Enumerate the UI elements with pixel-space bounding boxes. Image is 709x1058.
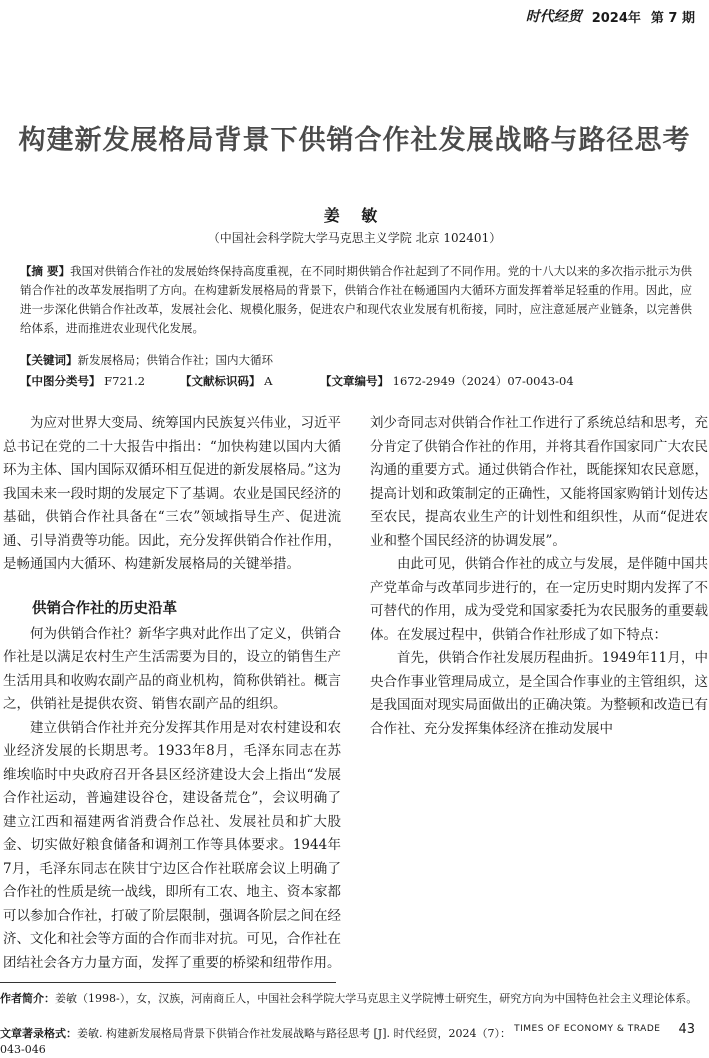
keywords-label: 【关键词】 bbox=[20, 353, 78, 367]
paragraph-definition: 何为供销合作社？新华字典对此作出了定义，供销合作社是以满足农村生产生活需要为目的，设立的销售生产生活用具和收购农副产品的商业机构，简称供销社。概言之，供销社是提供农资、销售农副产品的组织。 bbox=[3, 625, 341, 712]
abstract-label: 【摘 要】 bbox=[20, 264, 71, 278]
paragraph-summary: 由此可见，供销合作社的成立与发展，是伴随中国共产党革命与改革同步进行的，在一定历史时期内发挥了不可替代的作用，成为受党和国家委托为农民服务的重要载体。在发展过程中，供销合作社形成了如下特点： bbox=[370, 556, 708, 643]
section-heading: 供销合作社的历史沿革 bbox=[32, 600, 177, 617]
author-bio bbox=[0, 991, 700, 1007]
doc-code-label: 【文献标识码】 bbox=[180, 374, 261, 388]
article-number-value: 1672-2949（2024）07-0043-04 bbox=[392, 374, 574, 388]
body-column-left bbox=[3, 412, 341, 975]
paragraph-first-point: 首先，供销合作社发展历程曲折。1949年11月，中央合作事业管理局成立，是全国合作事业的主管组织，这是我国面对现实局面做出的正确决策。为整顿和改造已有合作社、充分发挥集体经济在推动发展中 bbox=[370, 650, 708, 737]
footnote-divider bbox=[0, 982, 336, 983]
author-bio-text: 姜敏（1998-），女，汉族，河南商丘人，中国社会科学院大学马克思主义学院博士研究生，研究方向为中国特色社会主义理论体系。 bbox=[55, 992, 698, 1005]
clc-value: F721.2 bbox=[104, 374, 146, 388]
journal-header bbox=[526, 5, 695, 27]
author-affiliation: （中国社会科学院大学马克思主义学院 北京 102401） bbox=[207, 231, 502, 245]
page-footer bbox=[514, 1020, 695, 1038]
article-author: 姜 敏 bbox=[323, 206, 386, 225]
abstract bbox=[20, 262, 692, 338]
citation-format bbox=[0, 1026, 520, 1058]
author-bio-label: 作者简介： bbox=[0, 992, 55, 1005]
paragraph-history-text: 建立供销合作社并充分发挥其作用是对农村建设和农业经济发展的长期思考。1933年8月，毛泽东同志在苏维埃临时中央政府召开各县区经济建设大会上指出“发展合作社运动，普遍建设谷仓，建设备荒仓”，会议明确了建立江西和福建两省消费合作总社、发展社员和扩大股金、切实做好粮食储备和调剂工作等具体要求。1944年7月，毛泽东同志在陕甘宁边区合作社联席会议上明确了合作社的性质是统一战线，即所有工农、地主、资本家都可以参加合作社，打破了阶层限制，强调各阶层之间在经济、文化和社会等方面的合作而非对抗。可见，合作社在团结社会各方力量方面，发挥了重要的桥梁和纽带作用。 bbox=[3, 719, 341, 971]
keywords-text: 新发展格局；供销合作社；国内大循环 bbox=[77, 353, 273, 367]
keywords bbox=[20, 352, 273, 368]
journal-name: 时代经贸 bbox=[525, 9, 582, 25]
journal-issue: 第 7 期 bbox=[650, 10, 695, 26]
journal-year: 2024年 bbox=[591, 10, 641, 26]
intro-paragraph: 为应对世界大变局、统筹国内民族复兴伟业，习近平总书记在党的二十大报告中指出：“加快构建以国内大循环为主体、国内国际双循环相互促进的新发展格局。”这为我国未来一段时期的发展定下了基调。农业是国民经济的基础，供销合作社具备在“三农”领域指导生产、促进流通、引导消费等功能。因此，充分发挥供销合作社作用，是畅通国内大循环、构建新发展格局的关键举措。 bbox=[3, 415, 341, 572]
article-title: 构建新发展格局背景下供销合作社发展战略与路径思考 bbox=[18, 125, 691, 156]
journal-english-name: TIMES OF ECONOMY & TRADE bbox=[514, 1024, 661, 1034]
paragraph-history bbox=[3, 717, 341, 976]
citation-text: 姜敏. 构建新发展格局背景下供销合作社发展战略与路径思考 [J]. 时代经贸，2024（7）：043-046 bbox=[0, 1027, 511, 1056]
page-number: 43 bbox=[678, 1021, 695, 1037]
clc-label: 【中图分类号】 bbox=[20, 374, 101, 388]
abstract-text: 我国对供销合作社的发展始终保持高度重视，在不同时期供销合作社起到了不同作用。党的十八大以来的多次指示批示为供销合作社的改革发展指明了方向。在构建新发展格局的背景下，供销合作社在畅通国内大循环方面发挥着举足轻重的作用。因此，应进一步深化供销合作社改革，发展社会化、规模化服务，促进农户和现代农业发展有机衔接，同时，应注意延展产业链条，以完善供给体系，进而推进农业现代化发展。 bbox=[20, 264, 692, 335]
paragraph-history-continued: 刘少奇同志对供销合作社工作进行了系统总结和思考，充分肯定了供销合作社的作用，并将其看作国家同广大农民沟通的重要方式。通过供销合作社，既能探知农民意愿，提高计划和政策制定的正确性，又能将国家购销计划传达至农民，提高农业生产的计划性和组织性，从而“促进农业和整个国民经济的协调发展”。 bbox=[370, 415, 708, 549]
citation-label: 文章著录格式： bbox=[0, 1027, 77, 1040]
body-column-right bbox=[370, 412, 708, 741]
article-number-label: 【文章编号】 bbox=[320, 374, 389, 388]
doc-code-value: A bbox=[264, 374, 273, 388]
